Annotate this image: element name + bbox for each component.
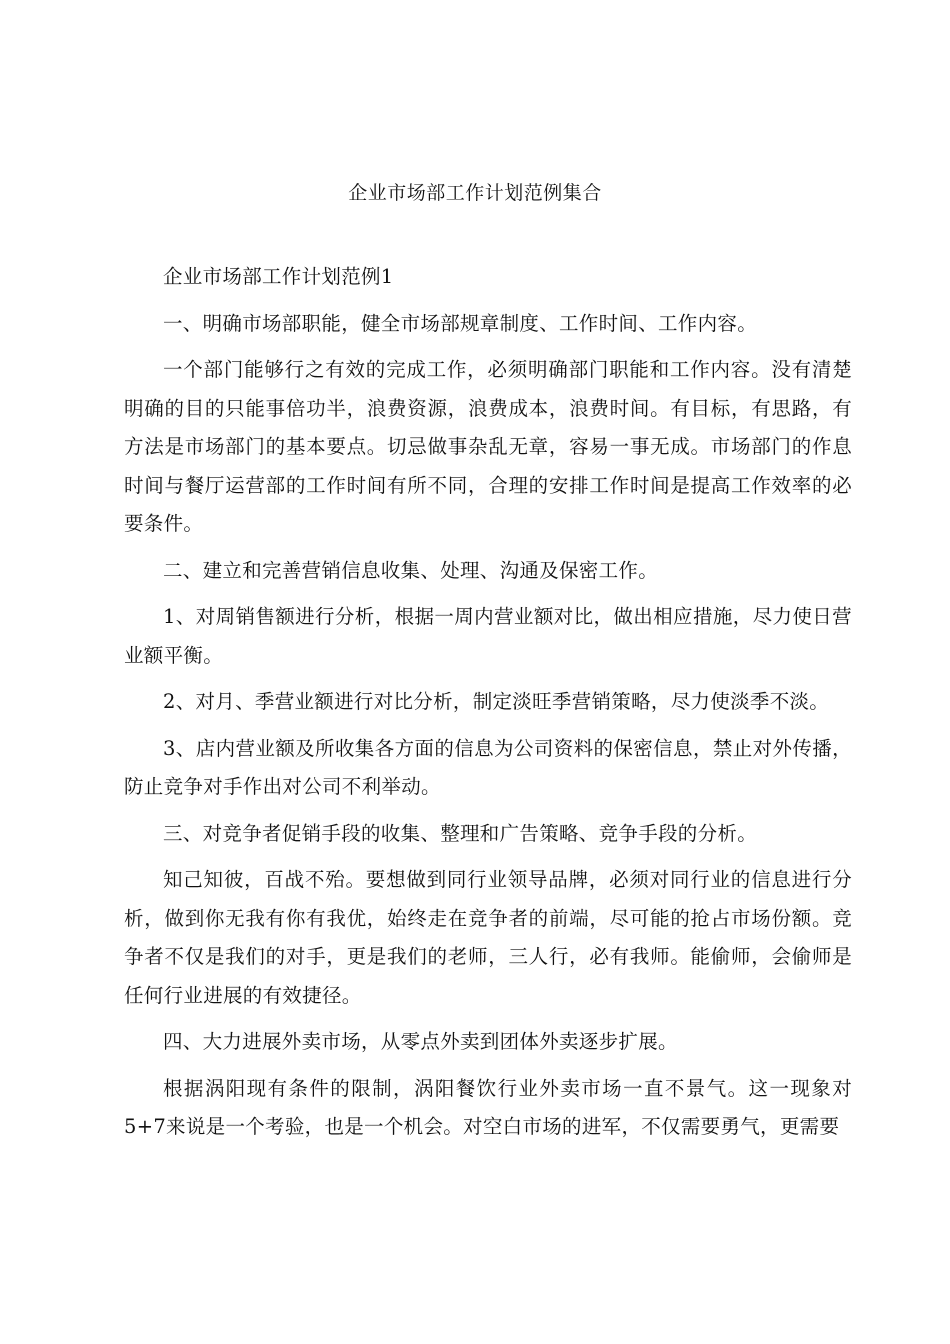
section-heading-1: 一、明确市场部职能，健全市场部规章制度、工作时间、工作内容。 <box>163 311 758 335</box>
body-paragraph: 知己知彼，百战不殆。要想做到同行业领导品牌，必须对同行业的信息进行分析，做到你无我有你有我优，始终走在竞争者的前端，尽可能的抢占市场份额。竞争者不仅是我们的对手，更是我们的老师，三人行，必有我师。能偷师，会偷师是任何行业进展的有效捷径。 <box>124 868 852 1007</box>
document-title: 企业市场部工作计划范例集合 <box>348 182 602 204</box>
section-heading-example-1: 企业市场部工作计划范例1 <box>163 265 394 288</box>
section-heading-4: 四、大力进展外卖市场，从零点外卖到团体外卖逐步扩展。 <box>163 1030 678 1053</box>
list-item: 1、对周销售额进行分析，根据一周内营业额对比，做出相应措施，尽力使日营业额平衡。 <box>124 605 852 667</box>
section-heading-3: 三、对竞争者促销手段的收集、整理和广告策略、竞争手段的分析。 <box>163 821 758 845</box>
section-heading-2: 二、建立和完善营销信息收集、处理、沟通及保密工作。 <box>163 558 659 582</box>
list-item: 2、对月、季营业额进行对比分析，制定淡旺季营销策略，尽力使淡季不淡。 <box>163 690 830 713</box>
list-item: 3、店内营业额及所收集各方面的信息为公司资料的保密信息，禁止对外传播，防止竞争对手作出对公司不利举动。 <box>124 736 852 798</box>
body-paragraph: 一个部门能够行之有效的完成工作，必须明确部门职能和工作内容。没有清楚明确的目的只能事倍功半，浪费资源，浪费成本，浪费时间。有目标，有思路，有方法是市场部门的基本要点。切忌做事杂乱无章，容易一事无成。市场部门的作息时间与餐厅运营部的工作时间有所不同，合理的安排工作时间是提高工作效率的必要条件。 <box>124 358 852 535</box>
document-body <box>124 258 852 1155</box>
body-paragraph: 根据涡阳现有条件的限制，涡阳餐饮行业外卖市场一直不景气。这一现象对5+7来说是一个考验，也是一个机会。对空白市场的进军，不仅需要勇气，更需要 <box>124 1076 852 1138</box>
